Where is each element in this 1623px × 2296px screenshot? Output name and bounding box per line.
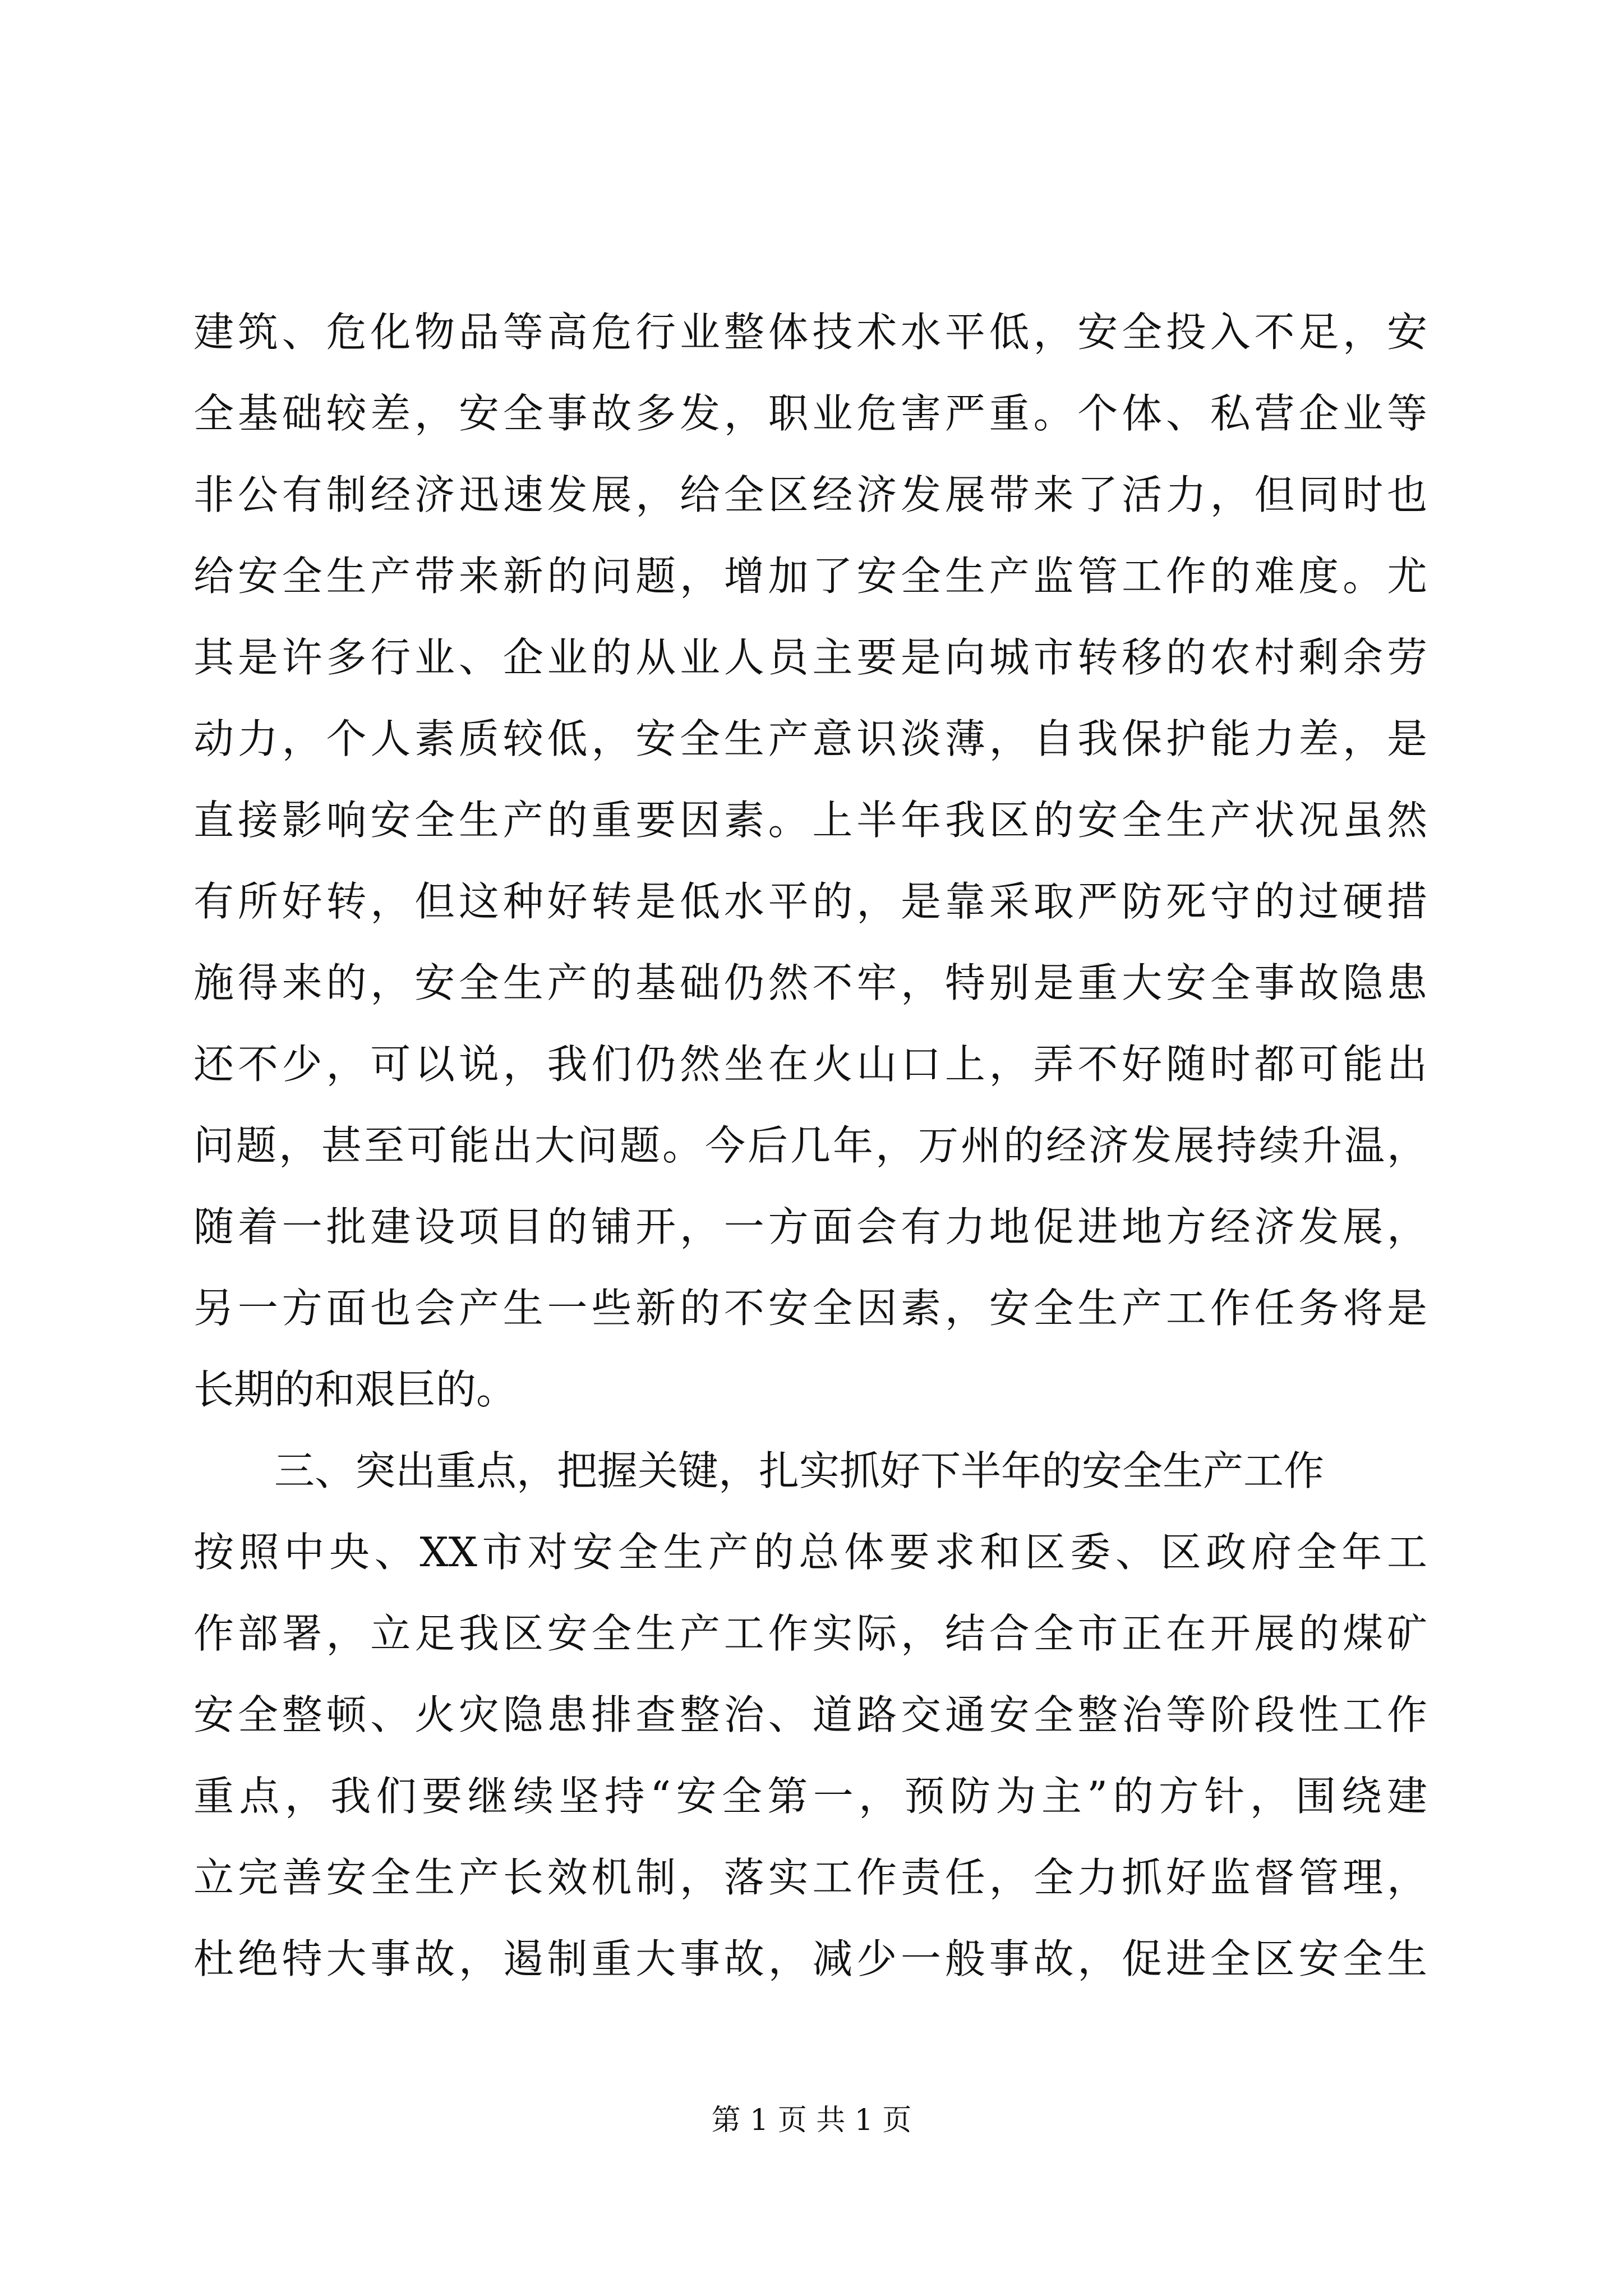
body-line: 有所好转，但这种好转是低水平的，是靠采取严防死守的过硬措 bbox=[193, 878, 1427, 925]
body-line: 随着一批建设项目的铺开，一方面会有力地促进地方经济发展， bbox=[193, 1203, 1427, 1250]
body-line: 动力，个人素质较低，安全生产意识淡薄，自我保护能力差，是 bbox=[193, 715, 1427, 762]
document-body bbox=[193, 292, 1427, 2000]
body-line: 长期的和艰巨的。 bbox=[193, 1366, 517, 1413]
body-line: 作部署，立足我区安全生产工作实际，结合全市正在开展的煤矿 bbox=[193, 1610, 1427, 1657]
body-line: 安全整顿、火灾隐患排查整治、道路交通安全整治等阶段性工作 bbox=[193, 1691, 1427, 1738]
body-line: 建筑、危化物品等高危行业整体技术水平低，安全投入不足，安 bbox=[193, 309, 1427, 356]
body-line: 立完善安全生产长效机制，落实工作责任，全力抓好监督管理， bbox=[193, 1854, 1427, 1901]
section-heading: 三、突出重点，把握关键，扎实抓好下半年的安全生产工作 bbox=[274, 1447, 1325, 1494]
body-line: 非公有制经济迅速发展，给全区经济发展带来了活力，但同时也 bbox=[193, 471, 1427, 518]
body-line: 其是许多行业、企业的从业人员主要是向城市转移的农村剩余劳 bbox=[193, 634, 1427, 681]
body-line: 问题，甚至可能出大问题。今后几年，万州的经济发展持续升温， bbox=[193, 1122, 1427, 1169]
body-line: 另一方面也会产生一些新的不安全因素，安全生产工作任务将是 bbox=[193, 1285, 1427, 1332]
body-line: 给安全生产带来新的问题，增加了安全生产监管工作的难度。尤 bbox=[193, 553, 1427, 600]
body-line: 直接影响安全生产的重要因素。上半年我区的安全生产状况虽然 bbox=[193, 797, 1427, 844]
body-line: 还不少，可以说，我们仍然坐在火山口上，弄不好随时都可能出 bbox=[193, 1041, 1427, 1088]
page-number-footer: 第 1 页 共 1 页 bbox=[711, 2104, 912, 2137]
body-line: 按照中央、XX市对安全生产的总体要求和区委、区政府全年工 bbox=[193, 1529, 1427, 1576]
body-line: 全基础较差，安全事故多发，职业危害严重。个体、私营企业等 bbox=[193, 390, 1427, 437]
body-line: 施得来的，安全生产的基础仍然不牢，特别是重大安全事故隐患 bbox=[193, 959, 1427, 1006]
body-line: 重点，我们要继续坚持“安全第一，预防为主”的方针，围绕建 bbox=[193, 1773, 1427, 1820]
body-line: 杜绝特大事故，遏制重大事故，减少一般事故，促进全区安全生 bbox=[193, 1935, 1427, 1982]
